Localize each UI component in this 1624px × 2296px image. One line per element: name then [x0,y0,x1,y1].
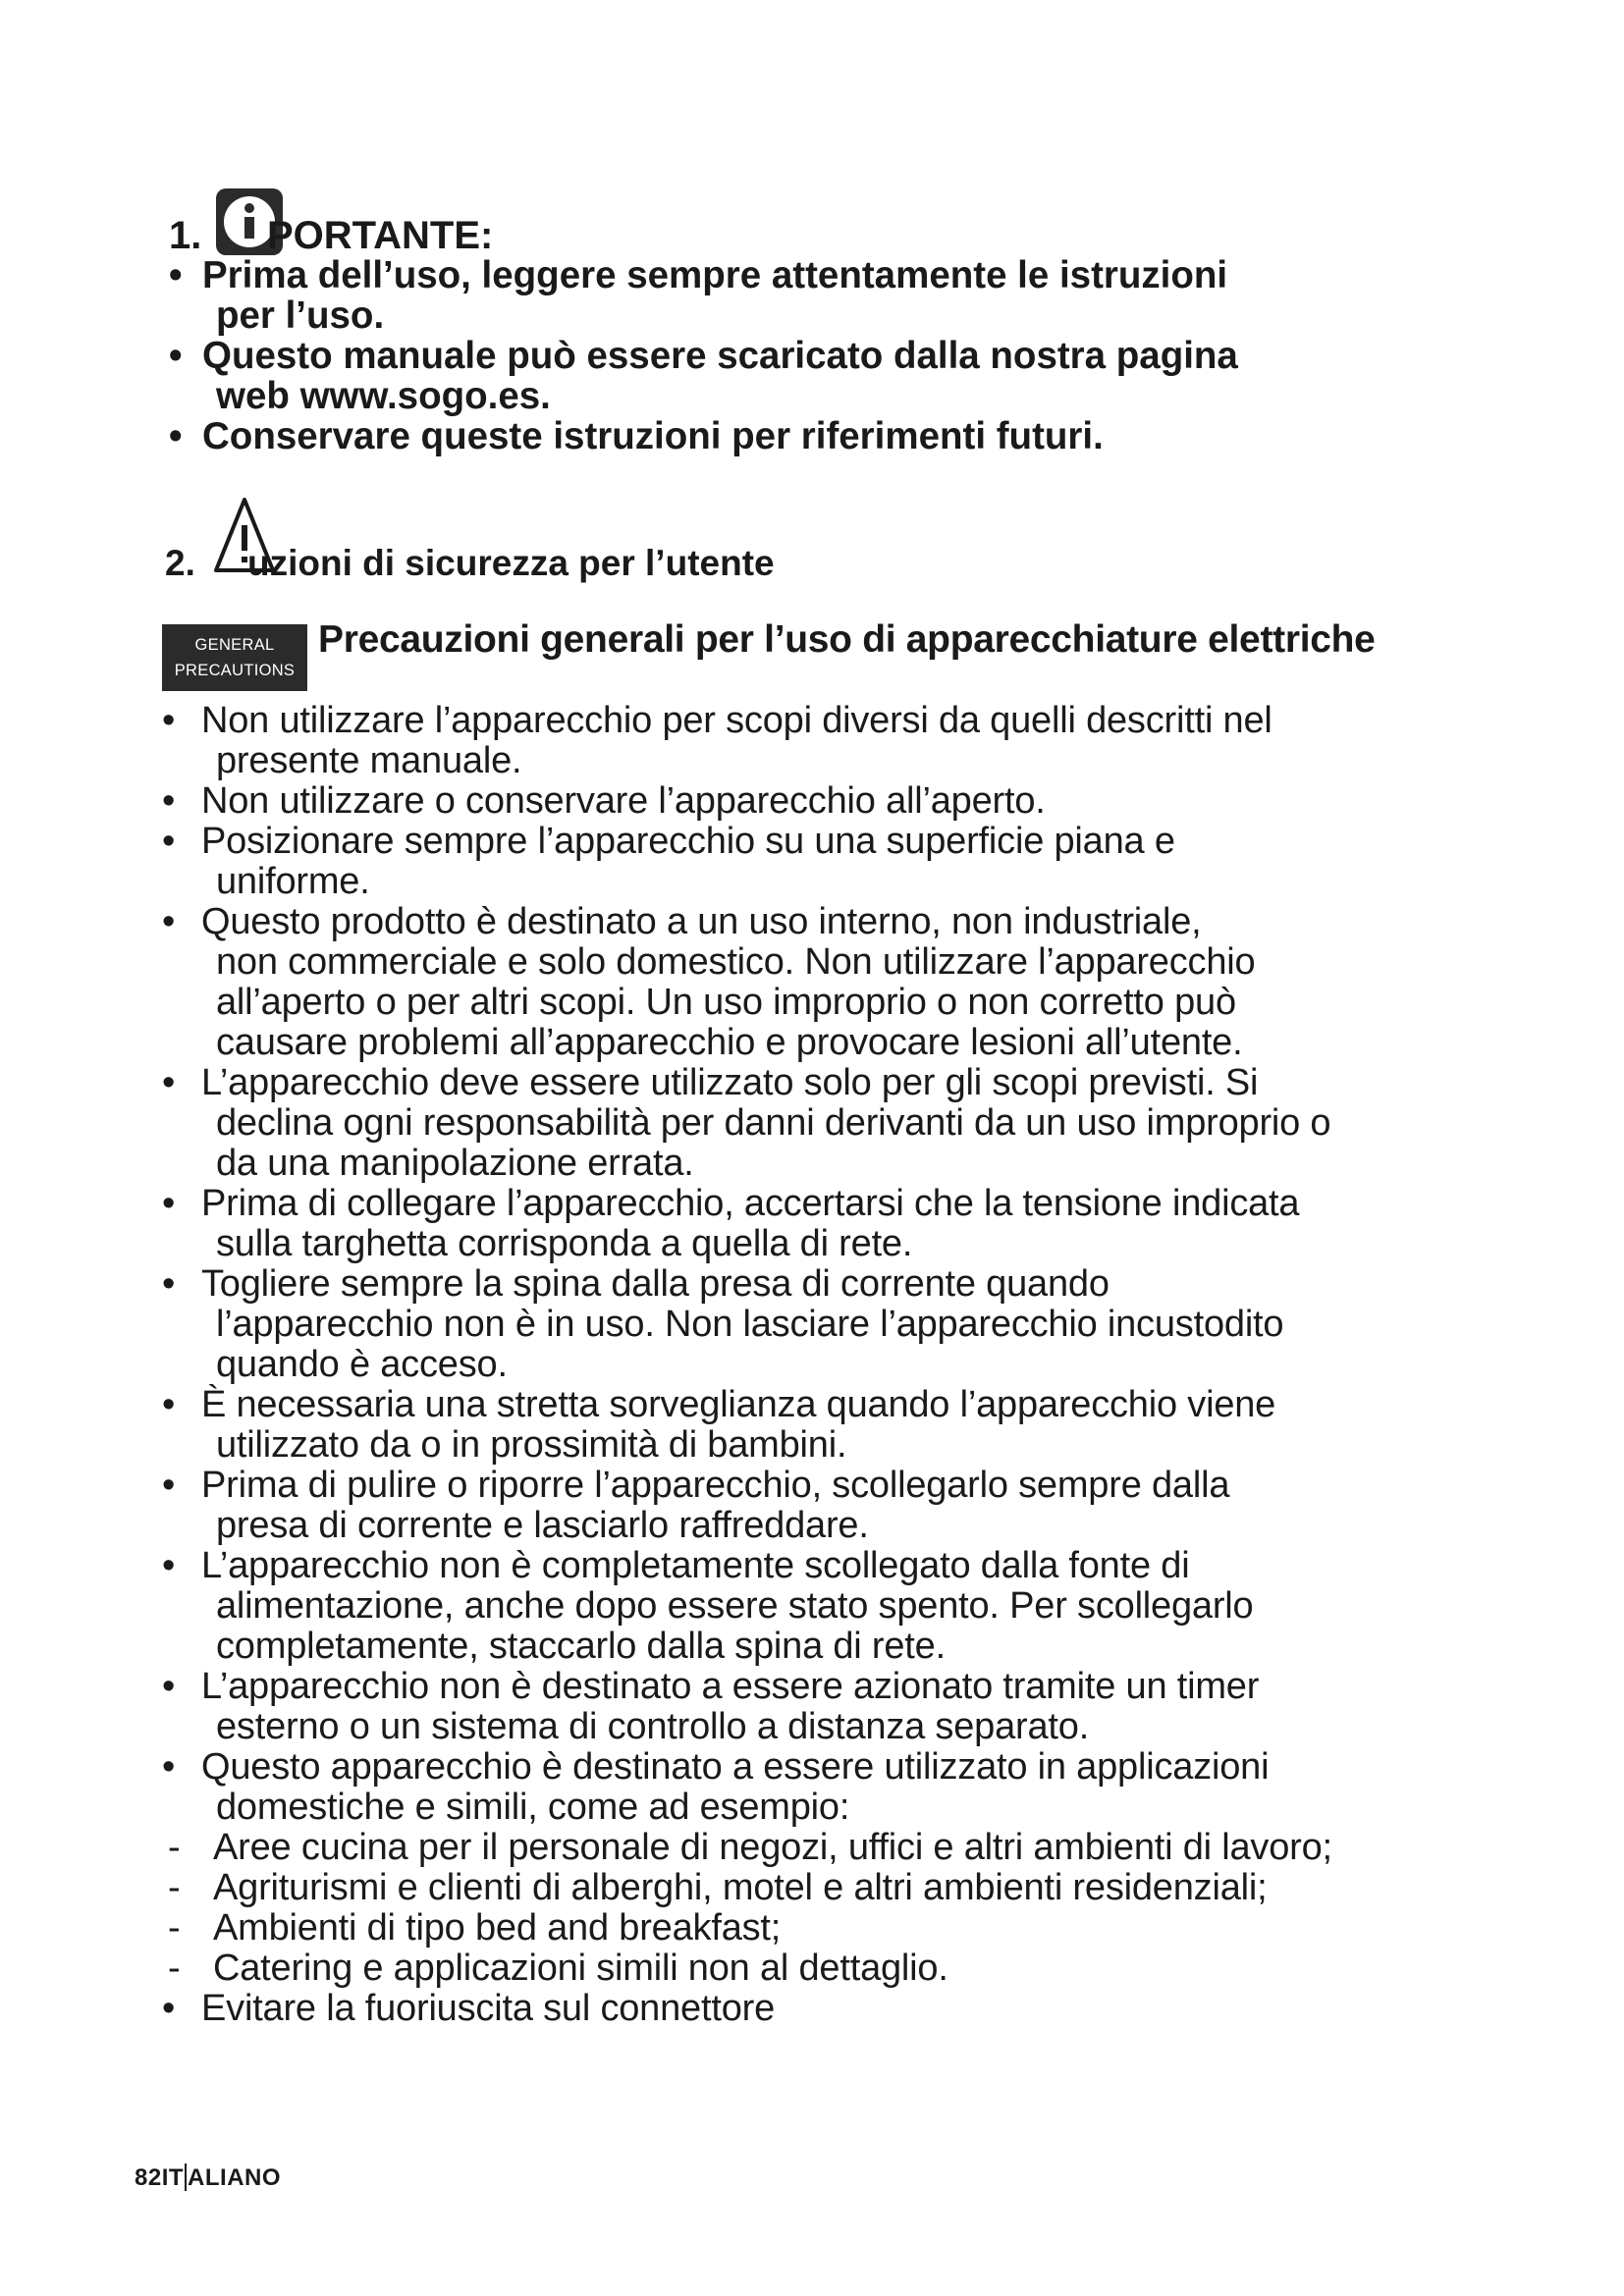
bullet: • [162,901,176,942]
list-item [162,1747,1537,1828]
list-line: Non utilizzare l’apparecchio per scopi diversi da quelli descritti nel [201,700,1272,741]
list-line: Prima dell’uso, leggere sempre attentamente le istruzioni [202,254,1228,296]
list-line: Questo prodotto è destinato a un uso interno, non industriale, [201,901,1202,942]
bullet: • [169,254,183,296]
dash: - [168,1827,181,1868]
list-line: L’apparecchio deve essere utilizzato solo per gli scopi previsti. Si [201,1062,1259,1103]
important-list [169,255,1475,456]
general-precautions-badge [162,624,307,691]
list-line: domestiche e simili, come ad esempio: [216,1787,850,1828]
list-item [169,336,1475,416]
dash: - [168,1867,181,1908]
bullet: • [162,1062,176,1103]
page-footer [135,2163,281,2192]
list-line: sulla targhetta corrisponda a quella di rete. [216,1223,913,1264]
bullet: • [162,1988,176,2029]
dash: - [168,1907,181,1949]
list-item [169,416,1475,456]
list-item [162,1989,1537,2029]
section-2-heading [165,496,1049,583]
sub-list-item [162,1868,1537,1908]
section-1-number: 1. [169,214,202,257]
list-line: web www.sogo.es. [216,375,551,417]
list-line: presa di corrente e lasciarlo raffreddare. [216,1505,869,1546]
section-1-heading-text: PORTANTE: [267,214,494,257]
list-line: alimentazione, anche dopo essere stato spento. Per scollegarlo [216,1585,1254,1627]
list-line: da una manipolazione errata. [216,1143,694,1184]
list-item [162,1264,1537,1385]
list-line: Ambienti di tipo bed and breakfast; [213,1907,782,1949]
section-1-heading [169,187,1053,257]
list-line: l’apparecchio non è in uso. Non lasciare l’apparecchio incustodito [216,1304,1284,1345]
list-line: Evitare la fuoriuscita sul connettore [201,1988,776,2029]
list-item [162,1466,1537,1546]
bullet: • [162,1545,176,1586]
list-line: per l’uso. [216,294,385,337]
bullet: • [162,1746,176,1788]
list-line: presente manuale. [216,740,522,781]
bullet: • [162,1263,176,1305]
footer-divider [185,2163,187,2191]
bullet: • [162,1384,176,1425]
list-item [169,255,1475,336]
list-line: Prima di pulire o riporre l’apparecchio, scollegarlo sempre dalla [201,1465,1230,1506]
list-line: non commerciale e solo domestico. Non utilizzare l’apparecchio [216,941,1256,983]
list-line: uniforme. [216,861,370,902]
bullet: • [162,1666,176,1707]
list-line: L’apparecchio non è destinato a essere azionato tramite un timer [201,1666,1260,1707]
list-item [162,1546,1537,1667]
footer-language-prefix: IT [161,2164,185,2191]
bullet: • [162,821,176,862]
list-line: È necessaria una stretta sorveglianza quando l’apparecchio viene [201,1384,1276,1425]
list-item [162,822,1537,902]
list-line: causare problemi all’apparecchio e provocare lesioni all’utente. [216,1022,1243,1063]
list-line: Agriturismi e clienti di alberghi, motel e altri ambienti residenziali; [213,1867,1268,1908]
sub-list-item [162,1908,1537,1949]
list-item [162,902,1537,1063]
bullet: • [169,335,183,377]
footer-language-suffix: ALIANO [188,2164,282,2191]
badge-line: PRECAUTIONS [174,662,296,679]
list-line: Questo apparecchio è destinato a essere utilizzato in applicazioni [201,1746,1270,1788]
list-item [162,1184,1537,1264]
list-line: utilizzato da o in prossimità di bambini. [216,1424,847,1466]
list-line: Togliere sempre la spina dalla presa di corrente quando [201,1263,1110,1305]
list-item [162,1385,1537,1466]
list-line: Aree cucina per il personale di negozi, uffici e altri ambienti di lavoro; [213,1827,1332,1868]
sub-list-item [162,1828,1537,1868]
section-2-number: 2. [165,543,195,583]
dash: - [168,1948,181,1989]
list-line: Non utilizzare o conservare l’apparecchio all’aperto. [201,780,1046,822]
list-line: declina ogni responsabilità per danni derivanti da un uso improprio o [216,1102,1331,1144]
list-line: Catering e applicazioni simili non al dettaglio. [213,1948,948,1989]
list-line: esterno o un sistema di controllo a distanza separato. [216,1706,1090,1747]
list-line: completamente, staccarlo dalla spina di rete. [216,1626,946,1667]
badge-line: GENERAL [194,636,275,654]
list-item [162,1063,1537,1184]
section-2-heading-text: uzioni di sicurezza per l’utente [247,543,775,583]
sub-list-item [162,1949,1537,1989]
bullet: • [162,1465,176,1506]
precautions-list [162,701,1537,2029]
bullet: • [162,700,176,741]
page-number: 82 [135,2164,162,2191]
list-item [162,701,1537,781]
list-line: Conservare queste istruzioni per riferimenti futuri. [202,415,1104,457]
bullet: • [162,1183,176,1224]
list-item [162,781,1537,822]
list-line: L’apparecchio non è completamente scollegato dalla fonte di [201,1545,1190,1586]
bullet: • [169,415,183,457]
list-line: all’aperto o per altri scopi. Un uso improprio o non corretto può [216,982,1236,1023]
list-line: Posizionare sempre l’apparecchio su una superficie piana e [201,821,1175,862]
list-line: Questo manuale può essere scaricato dalla nostra pagina [202,335,1238,377]
subheading: Precauzioni generali per l’uso di apparecchiature elettriche [318,618,1376,661]
list-item [162,1667,1537,1747]
list-line: quando è acceso. [216,1344,508,1385]
list-line: Prima di collegare l’apparecchio, accertarsi che la tensione indicata [201,1183,1300,1224]
bullet: • [162,780,176,822]
